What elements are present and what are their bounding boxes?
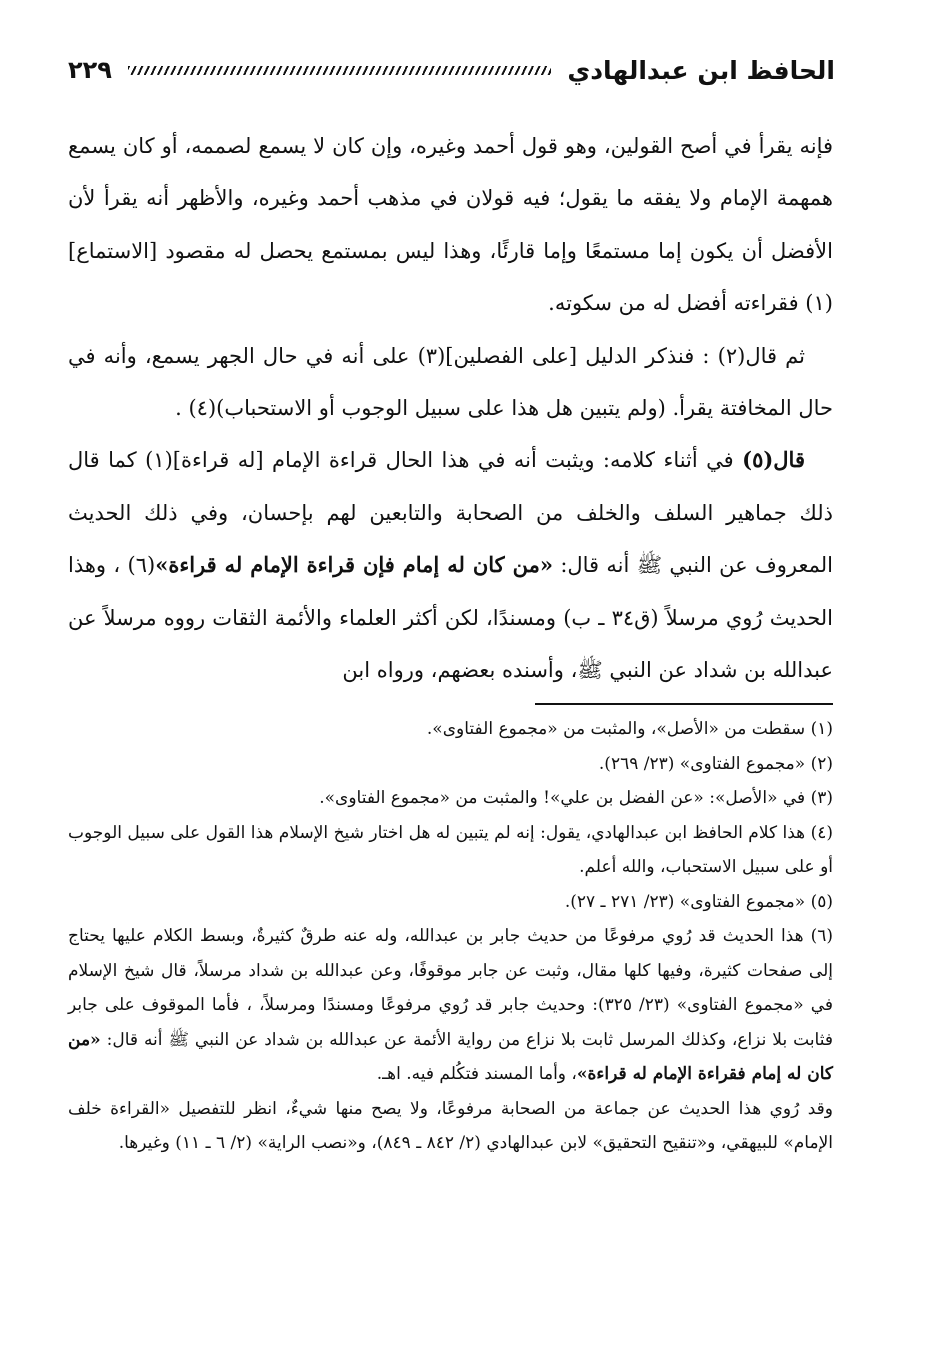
header-decorative-rule xyxy=(128,66,551,75)
footnote-6-text-a: (٦) هذا الحديث قد رُوي مرفوعًا من حديث جابر بن عبدالله، وله عنه طرقٌ كثيرةٌ، وبسط الكلام عليها يحتاج إلى صفحات كثيرة، وفيها كلها مقال، وثبت عن جابر موقوفًا، وعن عبدالله بن شداد مرسلاً، قال شيخ الإسلام في «مجموع الفتاوى» (٢٣/ ٣٢٥): وحديث جابر قد رُوي مرفوعًا ومسندًا ومرسلاً، ، فأما الموقوف على جابر فثابت بلا نزاع، وكذلك المرسل ثابت بلا نزاع من رواية الأئمة عن عبدالله بن شداد عن النبي ﷺ أنه قال: xyxy=(68,926,833,1050)
footnote-6 xyxy=(68,919,833,1092)
footnote-2: (٢) «مجموع الفتاوى» (٢٣/ ٢٦٩). xyxy=(598,753,833,774)
page-header xyxy=(68,50,835,90)
page-number: ٢٢٩ xyxy=(68,56,112,84)
paragraph-3 xyxy=(68,434,833,696)
paragraph-3-lead: قال(٥) xyxy=(742,447,805,473)
paragraph-3-text-a: في أثناء كلامه: ويثبت أنه في هذا الحال قراءة الإمام [له قراءة](١) كما قال ذلك جماهير السلف والخلف من الصحابة والتابعين لهم بإحسان، وفي ذلك الحديث المعروف عن النبي ﷺ أنه قال: xyxy=(68,448,833,578)
footnotes xyxy=(68,712,833,1161)
footnote-4: (٤) هذا كلام الحافظ ابن عبدالهادي، يقول: إنه لم يتبين له هل اختار شيخ الإسلام هذا القول على سبيل الوجوب أو على سبيل الاستحباب، والله أعلم. xyxy=(68,822,833,877)
footnote-6-continuation: وقد رُوي هذا الحديث عن جماعة من الصحابة مرفوعًا، ولا يصح منها شيءٌ، انظر للتفصيل «القراءة خلف الإمام» للبيهقي، و«تنقيح التحقيق» لابن عبدالهادي (٢/ ٨٤٢ ـ ٨٤٩)، و«نصب الراية» (٢/ ٦ ـ ١١) وغيرها. xyxy=(68,1098,833,1153)
footnote-6-text-b: ، وأما المسند فتكُلم فيه. اهـ. xyxy=(376,1064,577,1084)
footnote-5: (٥) «مجموع الفتاوى» (٢٣/ ٢٧١ ـ ٢٧). xyxy=(564,891,833,912)
running-title: الحافظ ابن عبدالهادي xyxy=(567,55,835,85)
hadith-quote: «من كان له إمام فإن قراءة الإمام له قراءة» xyxy=(155,552,553,578)
paragraph-2: ثم قال(٢) : فنذكر الدليل [على الفصلين](٣) على أنه في حال الجهر يسمع، وأنه في حال المخافتة يقرأ. (ولم يتبين هل هذا على سبيل الوجوب أو الاستحباب)(٤) . xyxy=(68,343,833,421)
footnote-separator xyxy=(535,703,833,705)
paragraph-1: فإنه يقرأ في أصح القولين، وهو قول أحمد وغيره، وإن كان لا يسمع لصممه، أو كان يسمع همهمة الإمام ولا يفقه ما يقول؛ فيه قولان في مذهب أحمد وغيره، والأظهر أنه يقرأ لأن الأفضل أن يكون إما مستمعًا وإما قارئًا، وهذا ليس بمستمع يحصل له مقصود [الاستماع](١) فقراءته أفضل له من سكوته. xyxy=(68,134,833,316)
paragraph-3-text-b: (٦) ، وهذا الحديث رُوي مرسلاً (ق٣٤ ـ ب) ومسندًا، لكن أكثر العلماء والأئمة الثقات رووه مرسلاً عن عبدالله بن شداد عن النبي ﷺ، وأسنده بعضهم، ورواه ابن xyxy=(68,553,833,683)
footnote-6-quote: «من كان له إمام فقراءة الإمام له قراءة» xyxy=(68,1029,833,1084)
footnote-3: (٣) في «الأصل»: «عن الفضل بن علي»! والمثبت من «مجموع الفتاوى». xyxy=(319,788,833,808)
main-text xyxy=(68,120,833,696)
footnote-1: (١) سقطت من «الأصل»، والمثبت من «مجموع الفتاوى». xyxy=(426,719,833,739)
